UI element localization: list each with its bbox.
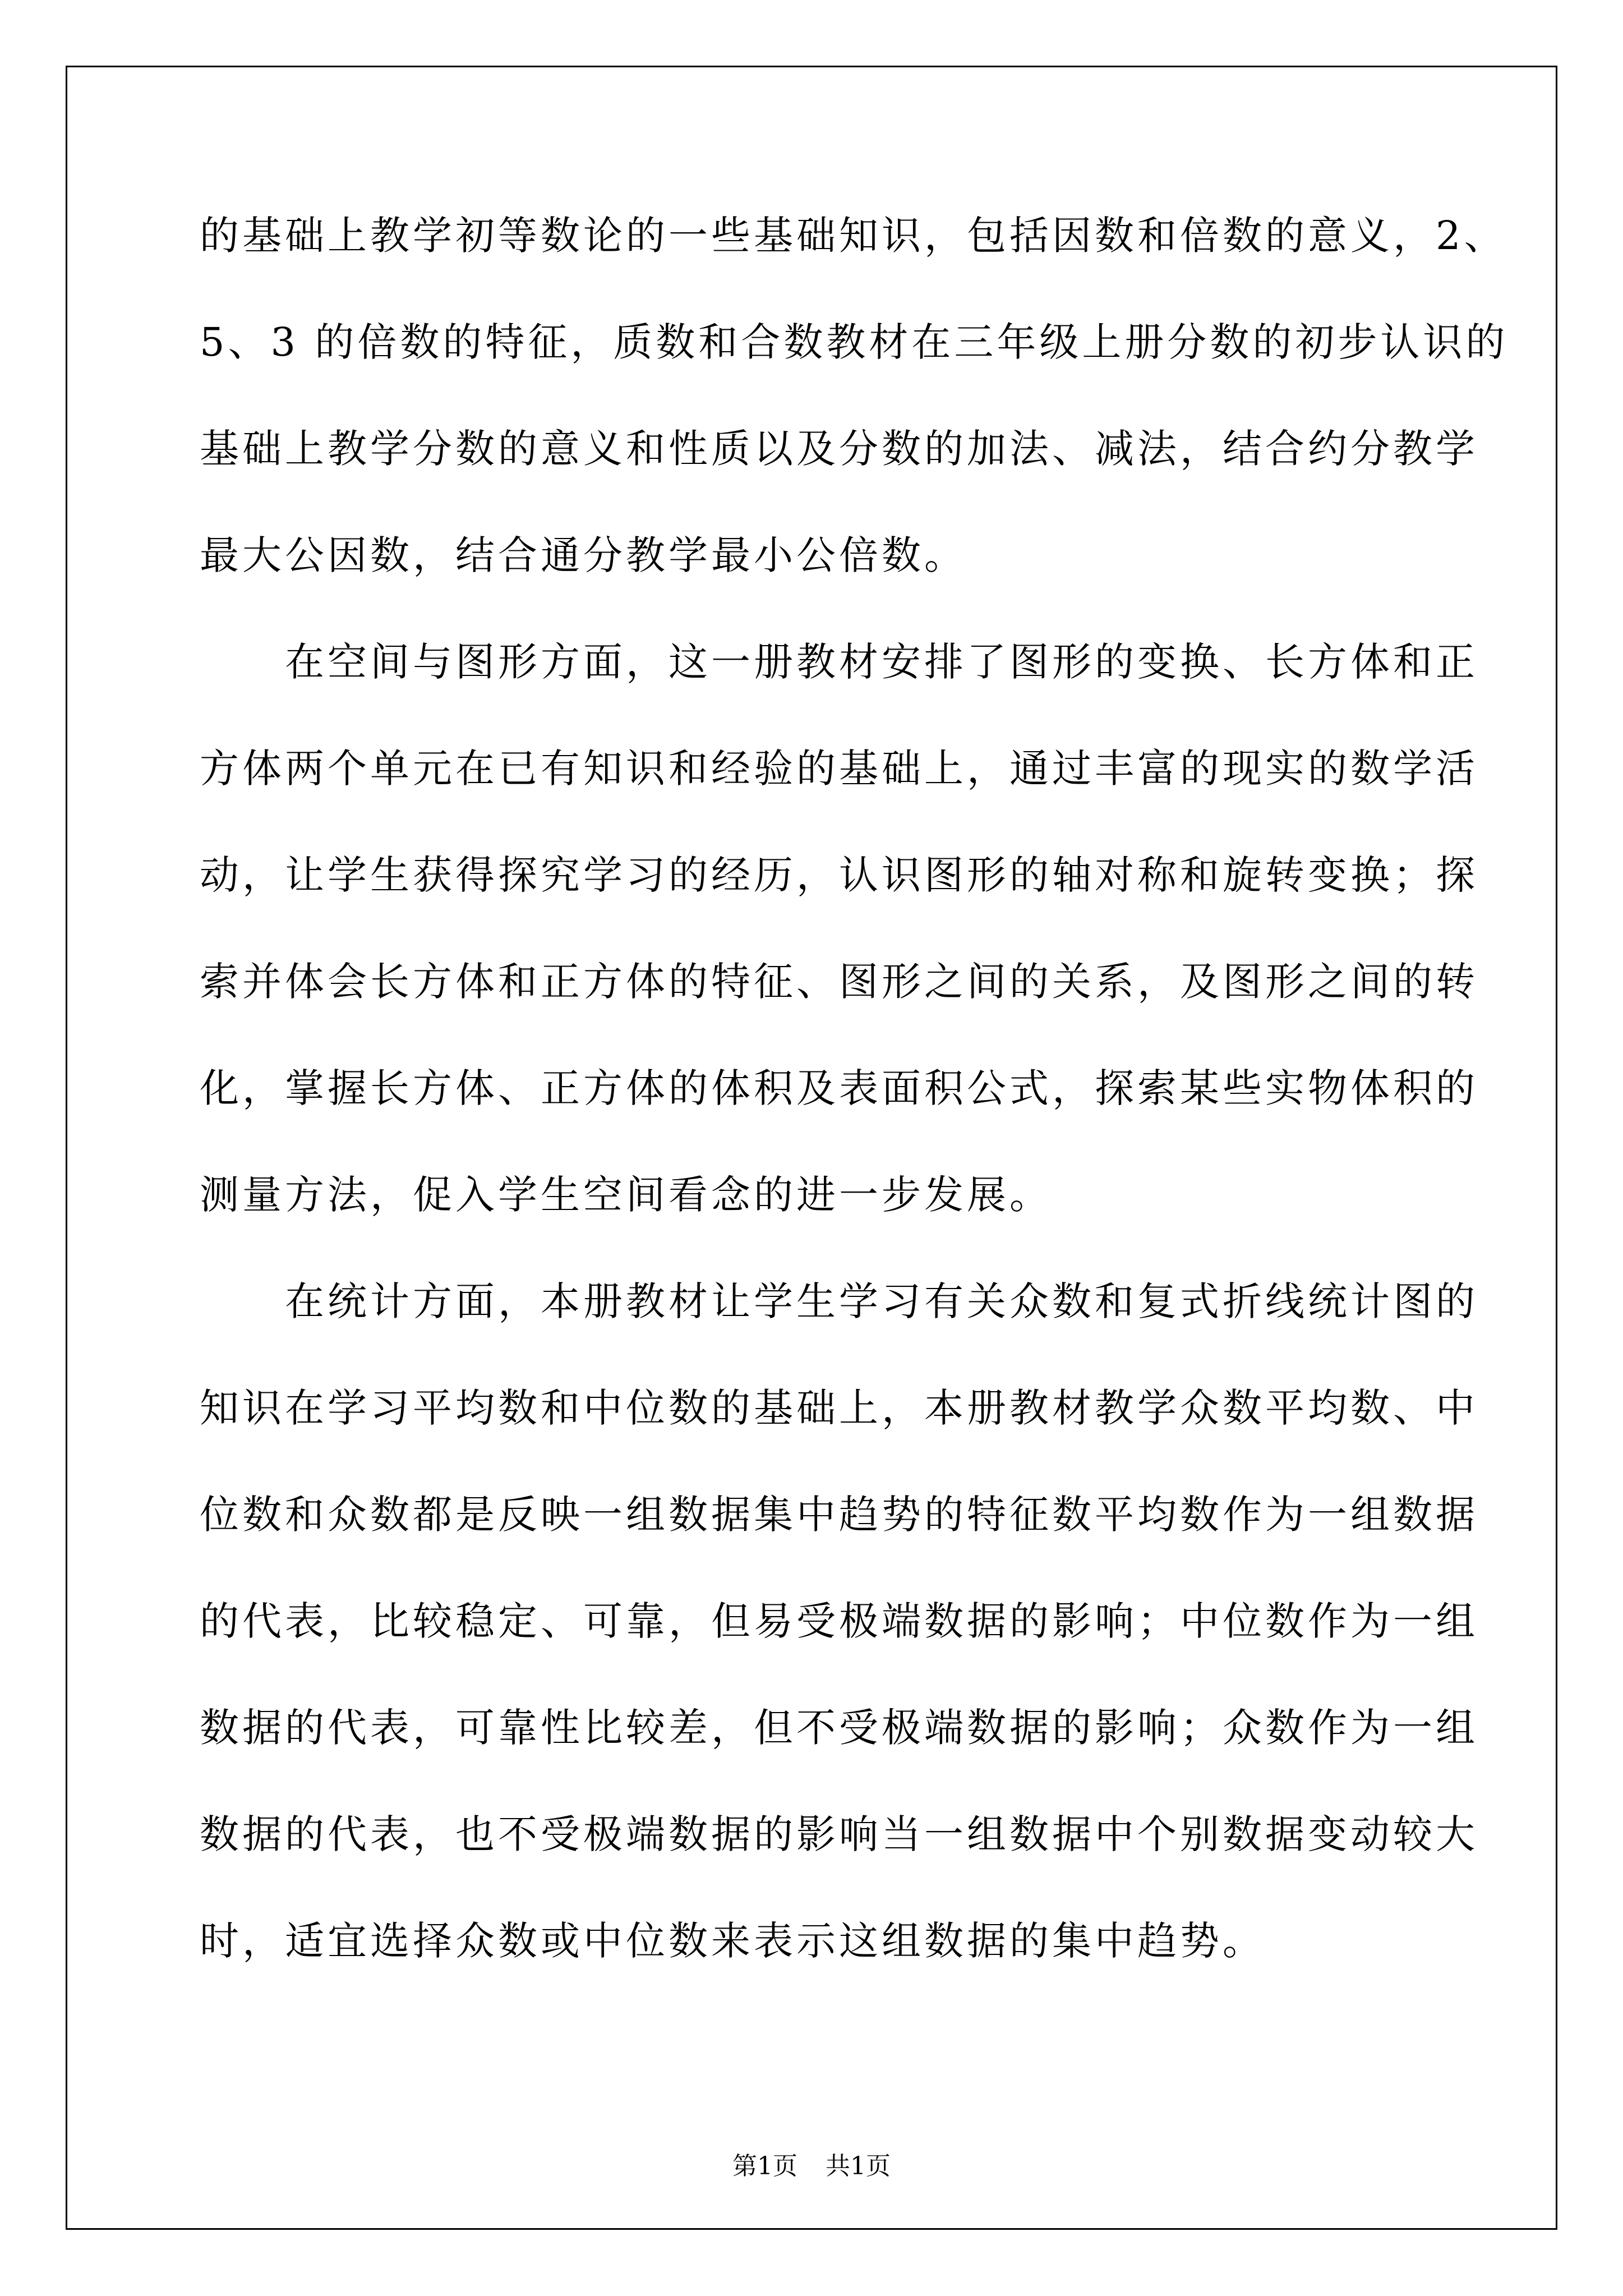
- text-line: 基础上教学分数的意义和性质以及分数的加法、减法，结合约分教学: [200, 426, 1478, 472]
- text-line: 在空间与图形方面，这一册教材安排了图形的变换、长方体和正: [200, 639, 1478, 685]
- text-line: 知识在学习平均数和中位数的基础上，本册教材教学众数平均数、中: [200, 1385, 1478, 1431]
- page-footer: [0, 2146, 1623, 2182]
- text-line: 测量方法，促入学生空间看念的进一步发展。: [200, 1172, 1052, 1218]
- text-line: 动，让学生获得探究学习的经历，认识图形的轴对称和旋转变换；探: [200, 852, 1478, 898]
- text-line: 5、3 的倍数的特征，质数和合数教材在三年级上册分数的初步认识的: [200, 319, 1509, 365]
- text-line: 在统计方面，本册教材让学生学习有关众数和复式折线统计图的: [200, 1278, 1478, 1324]
- text-line: 索并体会长方体和正方体的特征、图形之间的关系，及图形之间的转: [200, 959, 1478, 1005]
- text-line: 的基础上教学初等数论的一些基础知识，包括因数和倍数的意义，2、: [200, 213, 1507, 259]
- page-total: 共1页: [826, 2152, 891, 2180]
- text-line: 最大公因数，结合通分教学最小公倍数。: [200, 532, 967, 578]
- text-line: 的代表，比较稳定、可靠，但易受极端数据的影响；中位数作为一组: [200, 1598, 1478, 1644]
- document-body: [200, 213, 1509, 2028]
- text-line: 位数和众数都是反映一组数据集中趋势的特征数平均数作为一组数据: [200, 1492, 1478, 1538]
- page-number: 第1页: [732, 2152, 797, 2180]
- text-line: 方体两个单元在已有知识和经验的基础上，通过丰富的现实的数学活: [200, 746, 1478, 792]
- text-line: 化，掌握长方体、正方体的体积及表面积公式，探索某些实物体积的: [200, 1065, 1478, 1111]
- text-line: 时，适宜选择众数或中位数来表示这组数据的集中趋势。: [200, 1918, 1265, 1964]
- text-line: 数据的代表，可靠性比较差，但不受极端数据的影响；众数作为一组: [200, 1705, 1478, 1751]
- text-line: 数据的代表，也不受极端数据的影响当一组数据中个别数据变动较大: [200, 1811, 1478, 1857]
